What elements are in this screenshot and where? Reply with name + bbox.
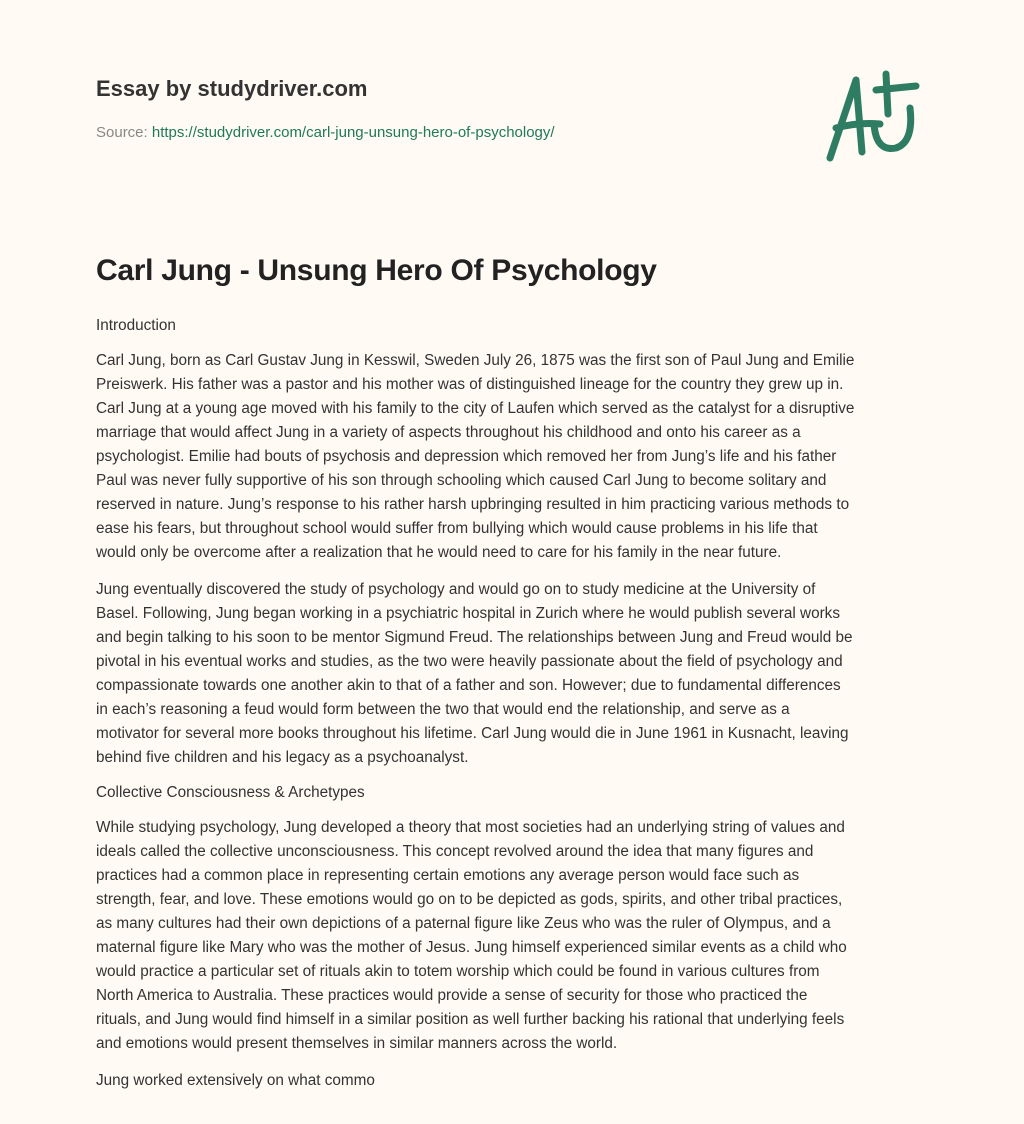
paragraph-line: ideals called the collective unconsciousness. This concept revolved around the idea that many figures and xyxy=(96,843,814,860)
paragraph xyxy=(96,816,936,1056)
paragraph-line: pivotal in his eventual works and studies, as the two were heavily passionate about the field of psychology and xyxy=(96,653,843,670)
paragraph-line: marriage that would affect Jung in a variety of aspects throughout his childhood and onto his career as a xyxy=(96,424,801,441)
paragraph xyxy=(96,578,936,770)
paragraph-line: North America to Australia. These practices would provide a sense of security for those who practiced the xyxy=(96,987,808,1004)
paragraph-line: would only be overcome after a realization that he would need to care for his family in the near future. xyxy=(96,544,782,561)
paragraph-line: and begin talking to his soon to be mentor Sigmund Freud. The relationships between Jung and Freud would be xyxy=(96,629,853,646)
paragraph-line: maternal figure like Mary who was the mother of Jesus. Jung himself experienced similar events as a child who xyxy=(96,939,847,956)
source-link[interactable]: https://studydriver.com/carl-jung-unsung-hero-of-psychology/ xyxy=(151,124,555,141)
paragraph-line: Paul was never fully supportive of his son through schooling which caused Carl Jung to become solitary and xyxy=(96,472,827,489)
source-line xyxy=(96,124,555,141)
paragraph-line: Carl Jung at a young age moved with his family to the city of Laufen which served as the catalyst for a disruptive xyxy=(96,400,855,417)
paragraph-line: Basel. Following, Jung began working in a psychiatric hospital in Zurich where he would publish several works xyxy=(96,605,840,622)
paragraph-line: motivator for several more books throughout his lifetime. Carl Jung would die in June 1961 in Kusnacht, leaving xyxy=(96,725,849,742)
source-label: Source: xyxy=(96,124,148,141)
paragraph-line: practices had a common place in representing certain emotions any average person would face such as xyxy=(96,867,800,884)
paragraph-line: compassionate towards one another akin to that of a father and son. However; due to fundamental differences xyxy=(96,677,841,694)
paragraph-line: ease his fears, but throughout school would suffer from bullying which would cause problems in his life that xyxy=(96,520,818,537)
paragraph-line: as many cultures had their own depictions of a paternal figure like Zeus who was the ruler of Olympus, and a xyxy=(96,915,831,932)
paragraph-line: rituals, and Jung would find himself in a similar position as well further backing his rational that underlying feels xyxy=(96,1011,845,1028)
essay-body xyxy=(96,316,936,1106)
paragraph-line: While studying psychology, Jung developed a theory that most societies had an underlying string of values and xyxy=(96,819,845,836)
a-plus-logo-icon xyxy=(818,66,928,166)
essay-title: Carl Jung - Unsung Hero Of Psychology xyxy=(96,254,657,287)
section-heading: Collective Consciousness & Archetypes xyxy=(96,784,365,801)
paragraph-line: behind five children and his legacy as a psychoanalyst. xyxy=(96,749,469,766)
paragraph-line: Carl Jung, born as Carl Gustav Jung in Kesswil, Sweden July 26, 1875 was the first son of Paul Jung and Emilie xyxy=(96,352,855,369)
section-heading: Introduction xyxy=(96,317,176,334)
paragraph-line: Jung worked extensively on what commo xyxy=(96,1072,375,1089)
paragraph-line: Jung eventually discovered the study of psychology and would go on to study medicine at the University of xyxy=(96,581,816,598)
paragraph xyxy=(96,1069,936,1093)
paragraph-line: would practice a particular set of rituals akin to totem worship which could be found in various cultures from xyxy=(96,963,820,980)
paragraph xyxy=(96,349,936,565)
paragraph-line: strength, fear, and love. These emotions would go on to be depicted as gods, spirits, and other tribal practices, xyxy=(96,891,843,908)
site-title: Essay by studydriver.com xyxy=(96,76,368,101)
paragraph-line: psychologist. Emilie had bouts of psychosis and depression which removed her from Jung’s life and his father xyxy=(96,448,837,465)
paragraph-line: in each’s reasoning a feud would form between the two that would end the relationship, and serve as a xyxy=(96,701,790,718)
paragraph-line: and emotions would present themselves in similar manners across the world. xyxy=(96,1035,618,1052)
paragraph-line: Preiswerk. His father was a pastor and his mother was of distinguished lineage for the country they grew up in. xyxy=(96,376,844,393)
paragraph-line: reserved in nature. Jung’s response to his rather harsh upbringing resulted in him practicing various methods to xyxy=(96,496,850,513)
